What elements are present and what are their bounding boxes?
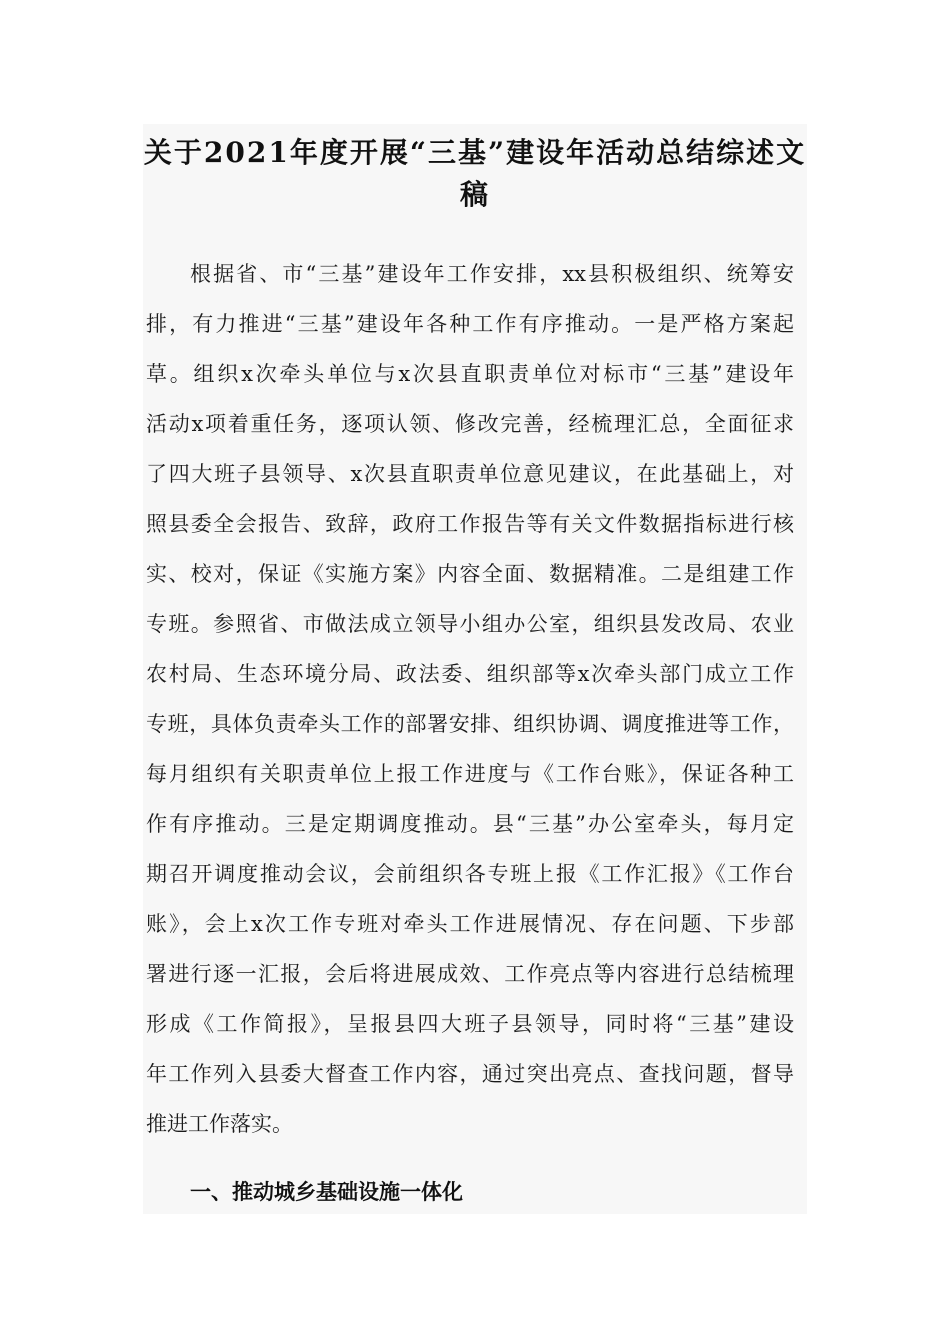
paragraph-line: 农村局、生态环境分局、政法委、组织部等x次牵头部门成立工作 — [146, 662, 794, 686]
document-title — [143, 124, 807, 216]
paragraph-line: 作有序推动。三是定期调度推动。县“三基”办公室牵头，每月定 — [146, 812, 794, 836]
section-heading: 一、推动城乡基础设施一体化 — [190, 1179, 463, 1204]
title-line-2: 稿 — [459, 178, 490, 211]
paragraph-line: 照县委全会报告、致辞，政府工作报告等有关文件数据指标进行核 — [146, 512, 794, 536]
paragraph-line: 形成《工作简报》，呈报县四大班子县领导，同时将“三基”建设 — [146, 1012, 794, 1036]
paragraph-line: 推进工作落实。 — [146, 1112, 293, 1136]
paragraph-line: 每月组织有关职责单位上报工作进度与《工作台账》，保证各种工 — [146, 762, 794, 786]
paragraph-line: 专班。参照省、市做法成立领导小组办公室，组织县发改局、农业 — [146, 612, 794, 636]
paragraph-line: 根据省、市“三基”建设年工作安排，xx县积极组织、统筹安 — [190, 262, 794, 286]
body-paragraph — [146, 249, 794, 1149]
paragraph-line: 了四大班子县领导、x次县直职责单位意见建议，在此基础上，对 — [146, 462, 794, 486]
paragraph-line: 实、校对，保证《实施方案》内容全面、数据精准。二是组建工作 — [146, 562, 794, 586]
paragraph-line: 活动x项着重任务，逐项认领、修改完善，经梳理汇总，全面征求 — [146, 412, 794, 436]
title-line-1: 关于2021年度开展“三基”建设年活动总结综述文 — [143, 136, 807, 169]
paragraph-line: 专班，具体负责牵头工作的部署安排、组织协调、调度推进等工作， — [146, 712, 794, 736]
paragraph-line: 署进行逐一汇报，会后将进展成效、工作亮点等内容进行总结梳理 — [146, 962, 794, 986]
paragraph-line: 排，有力推进“三基”建设年各种工作有序推动。一是严格方案起 — [146, 312, 794, 336]
paragraph-line: 期召开调度推动会议，会前组织各专班上报《工作汇报》《工作台 — [146, 862, 794, 886]
paragraph-line: 年工作列入县委大督查工作内容，通过突出亮点、查找问题，督导 — [146, 1062, 794, 1086]
paragraph-line: 草。组织x次牵头单位与x次县直职责单位对标市“三基”建设年 — [146, 362, 794, 386]
paragraph-line: 账》，会上x次工作专班对牵头工作进展情况、存在问题、下步部 — [146, 912, 794, 936]
